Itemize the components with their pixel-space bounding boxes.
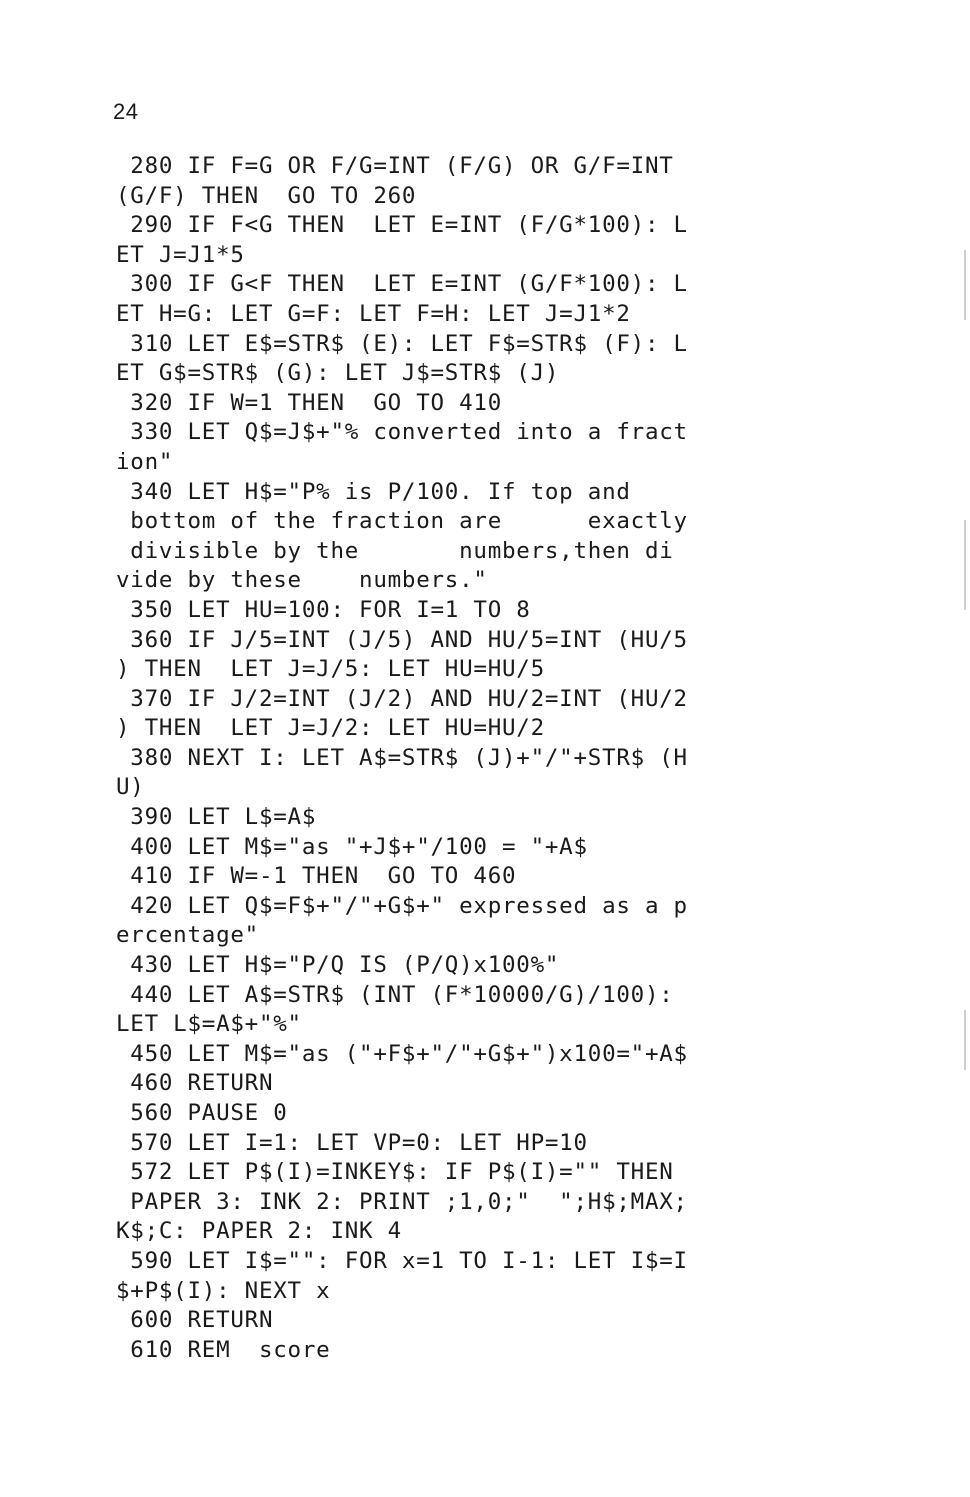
- listing-line: U): [116, 774, 145, 801]
- listing-line: ) THEN LET J=J/2: LET HU=HU/2: [116, 715, 545, 742]
- listing-line: 380 NEXT I: LET A$=STR$ (J)+"/"+STR$ (H: [116, 744, 688, 771]
- listing-line: 570 LET I=1: LET VP=0: LET HP=10: [116, 1129, 588, 1156]
- listing-line: 460 RETURN: [116, 1070, 274, 1097]
- listing-line: ET H=G: LET G=F: LET F=H: LET J=J1*2: [116, 300, 631, 327]
- page-edge-shadow: [964, 250, 966, 320]
- listing-line: ) THEN LET J=J/5: LET HU=HU/5: [116, 656, 545, 683]
- page-edge-shadow: [964, 1010, 966, 1070]
- listing-line: ercentage": [116, 922, 259, 949]
- listing-line: 340 LET H$="P% is P/100. If top and: [116, 478, 631, 505]
- listing-line: 450 LET M$="as ("+F$+"/"+G$+")x100="+A$: [116, 1040, 688, 1067]
- listing-line: ET J=J1*5: [116, 241, 245, 268]
- listing-line: ET G$=STR$ (G): LET J$=STR$ (J): [116, 360, 560, 387]
- listing-line: bottom of the fraction are exactly: [116, 508, 688, 535]
- listing-line: (G/F) THEN GO TO 260: [116, 182, 417, 209]
- listing-line: 430 LET H$="P/Q IS (P/Q)x100%": [116, 952, 560, 979]
- listing-line: 410 IF W=-1 THEN GO TO 460: [116, 863, 517, 890]
- listing-line: 320 IF W=1 THEN GO TO 410: [116, 389, 502, 416]
- listing-line: 590 LET I$="": FOR x=1 TO I-1: LET I$=I: [116, 1247, 688, 1274]
- listing-line: 290 IF F<G THEN LET E=INT (F/G*100): L: [116, 212, 688, 239]
- listing-line: 330 LET Q$=J$+"% converted into a fract: [116, 419, 688, 446]
- listing-line: PAPER 3: INK 2: PRINT ;1,0;" ";H$;MAX;: [116, 1188, 688, 1215]
- listing-line: 280 IF F=G OR F/G=INT (F/G) OR G/F=INT: [116, 153, 674, 179]
- listing-line: 350 LET HU=100: FOR I=1 TO 8: [116, 596, 531, 623]
- listing-line: LET L$=A$+"%": [116, 1011, 302, 1038]
- listing-line: 600 RETURN: [116, 1307, 274, 1334]
- listing-line: 390 LET L$=A$: [116, 804, 317, 831]
- listing-line: 572 LET P$(I)=INKEY$: IF P$(I)="" THEN: [116, 1159, 674, 1186]
- listing-line: ion": [116, 448, 174, 475]
- listing-line: K$;C: PAPER 2: INK 4: [116, 1218, 402, 1245]
- listing-line: $+P$(I): NEXT x: [116, 1277, 331, 1304]
- listing-line: 360 IF J/5=INT (J/5) AND HU/5=INT (HU/5: [116, 626, 688, 653]
- program-listing: [116, 152, 846, 1365]
- listing-line: 440 LET A$=STR$ (INT (F*10000/G)/100):: [116, 981, 674, 1008]
- listing-line: 560 PAUSE 0: [116, 1100, 288, 1126]
- listing-line: divisible by the numbers,then di: [116, 537, 674, 564]
- listing-line: vide by these numbers.": [116, 567, 488, 594]
- listing-line: 310 LET E$=STR$ (E): LET F$=STR$ (F): L: [116, 330, 688, 357]
- page-number: 24: [113, 99, 139, 124]
- listing-line: 610 REM score: [116, 1336, 331, 1363]
- page-edge-shadow: [964, 520, 966, 610]
- listing-line: 400 LET M$="as "+J$+"/100 = "+A$: [116, 833, 588, 860]
- listing-line: 300 IF G<F THEN LET E=INT (G/F*100): L: [116, 271, 688, 298]
- listing-line: 420 LET Q$=F$+"/"+G$+" expressed as a p: [116, 892, 688, 919]
- listing-line: 370 IF J/2=INT (J/2) AND HU/2=INT (HU/2: [116, 685, 688, 712]
